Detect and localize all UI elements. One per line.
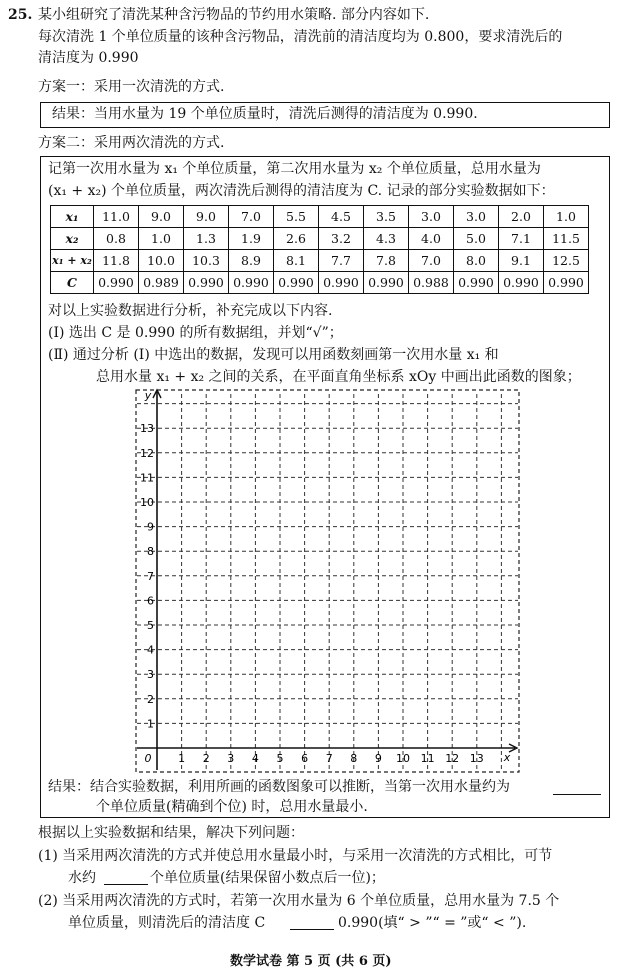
table-row (51, 206, 589, 228)
table-cell: 11.5 (544, 228, 589, 250)
answer-blank-minimum[interactable] (553, 794, 601, 795)
table-cell: 0.990 (184, 272, 229, 294)
table-cell: 4.3 (364, 228, 409, 250)
x-axis-label: x (503, 751, 511, 764)
x-tick-label: 8 (350, 752, 358, 765)
table-row (51, 272, 589, 294)
answer-blank-q1[interactable] (104, 884, 148, 885)
table-cell: 0.990 (454, 272, 499, 294)
table-cell: 3.2 (319, 228, 364, 250)
y-axis-label: y (144, 389, 152, 402)
table-cell: 9.1 (499, 250, 544, 272)
table-cell: 0.990 (544, 272, 589, 294)
table-cell: 7.7 (319, 250, 364, 272)
plan1-result: 结果：当用水量为 19 个单位质量时，清洗后测得的清洁度为 0.990. (52, 106, 478, 122)
table-cell: 1.0 (139, 228, 184, 250)
table-cell: 0.988 (409, 272, 454, 294)
table-cell: 8.1 (274, 250, 319, 272)
analysis-intro: 对以上实验数据进行分析，补充完成以下内容. (48, 303, 333, 319)
intro-line-3: 清洁度为 0.990 (38, 50, 139, 66)
analysis-part1: (Ⅰ) 选出 C 是 0.990 的所有数据组，并划“√”； (48, 325, 343, 341)
table-cell: 11.0 (94, 206, 139, 228)
x-tick-label: 7 (325, 752, 333, 765)
y-tick-label: 4 (147, 643, 154, 657)
questions-intro: 根据以上实验数据和结果，解决下列问题： (38, 825, 304, 841)
table-cell: 7.0 (409, 250, 454, 272)
row-label: x₁ (51, 206, 94, 228)
q1-line-2-start: 水约 (68, 870, 96, 886)
plan2-desc-line-2: (x₁ + x₂) 个单位质量，两次清洗后测得的清洁度为 C. 记录的部分实验数据如下： (48, 183, 555, 199)
y-tick-label: 1 (147, 717, 154, 731)
row-label: x₂ (51, 228, 94, 250)
table-cell: 12.5 (544, 250, 589, 272)
table-cell: 7.1 (499, 228, 544, 250)
table-cell: 0.990 (499, 272, 544, 294)
plan2-desc-line-1: 记第一次用水量为 x₁ 个单位质量，第二次用水量为 x₂ 个单位质量，总用水量为 (48, 161, 541, 177)
table-cell: 9.0 (184, 206, 229, 228)
conclusion-line-1: 结果：结合实验数据，利用所画的函数图象可以推断，当第一次用水量约为 (48, 779, 510, 795)
x-tick-label: 4 (251, 752, 259, 765)
origin-label: 0 (144, 752, 152, 765)
x-tick-label: 11 (420, 752, 435, 765)
y-tick-label: 13 (140, 422, 154, 436)
y-tick-label: 9 (147, 520, 154, 534)
page-footer: 数学试卷 第 5 页 (共 6 页) (230, 954, 392, 969)
table-cell: 1.3 (184, 228, 229, 250)
table-cell: 7.8 (364, 250, 409, 272)
table-cell: 10.0 (139, 250, 184, 272)
x-tick-label: 6 (301, 752, 309, 765)
table-cell: 9.0 (139, 206, 184, 228)
table-cell: 2.6 (274, 228, 319, 250)
plan2-title: 方案二：采用两次清洗的方式. (38, 135, 225, 151)
table-cell: 0.990 (319, 272, 364, 294)
table-cell: 0.990 (274, 272, 319, 294)
plan1-title: 方案一：采用一次清洗的方式. (38, 79, 225, 95)
table-cell: 3.0 (454, 206, 499, 228)
analysis-part2-line-1: (Ⅱ) 通过分析 (Ⅰ) 中选出的数据，发现可以用函数刻画第一次用水量 x₁ 和 (48, 347, 499, 363)
table-row (51, 228, 589, 250)
analysis-part2-line-2: 总用水量 x₁ + x₂ 之间的关系，在平面直角坐标系 xOy 中画出此函数的图象； (96, 369, 581, 385)
y-tick-label: 2 (147, 692, 154, 706)
table-cell: 0.990 (94, 272, 139, 294)
table-cell: 1.9 (229, 228, 274, 250)
question-number: 25. (8, 7, 33, 23)
x-tick-label: 3 (227, 752, 235, 765)
table-cell: 2.0 (499, 206, 544, 228)
table-cell: 7.0 (229, 206, 274, 228)
y-tick-label: 5 (147, 619, 154, 632)
intro-line-1: 某小组研究了清洗某种含污物品的节约用水策略. 部分内容如下. (38, 7, 430, 23)
q2-line-2-end: 0.990(填“ > ”“ = ”或“ < ”). (338, 915, 527, 931)
table-row (51, 250, 589, 272)
x-tick-label: 10 (396, 752, 410, 765)
y-tick-label: 7 (147, 569, 154, 583)
x-tick-label: 5 (276, 752, 284, 765)
row-label: C (51, 272, 94, 294)
table-cell: 0.8 (94, 228, 139, 250)
table-cell: 0.990 (364, 272, 409, 294)
table-cell: 0.989 (139, 272, 184, 294)
table-cell: 5.5 (274, 206, 319, 228)
x-tick-label: 13 (469, 752, 484, 765)
coordinate-grid (135, 386, 520, 774)
grid-border (136, 390, 519, 772)
q2-line-1: (2) 当采用两次清洗的方式时，若第一次用水量为 6 个单位质量，总用水量为 7.5 个 (38, 893, 560, 909)
table-cell: 4.5 (319, 206, 364, 228)
table-cell: 10.3 (184, 250, 229, 272)
table-cell: 3.5 (364, 206, 409, 228)
table-cell: 5.0 (454, 228, 499, 250)
table-cell: 3.0 (409, 206, 454, 228)
table-cell: 1.0 (544, 206, 589, 228)
y-tick-label: 11 (140, 471, 154, 485)
table-cell: 4.0 (409, 228, 454, 250)
y-tick-label: 8 (147, 545, 154, 559)
answer-blank-q2[interactable] (290, 929, 334, 930)
q1-line-2-end: 个单位质量(结果保留小数点后一位)； (150, 870, 385, 886)
y-tick-label: 10 (140, 496, 154, 509)
intro-line-2: 每次清洗 1 个单位质量的该种含污物品，清洗前的清洁度均为 0.800，要求清洗后的 (38, 29, 563, 45)
q1-line-1: (1) 当采用两次清洗的方式并使总用水量最小时，与采用一次清洗的方式相比，可节 (38, 848, 553, 864)
table-cell: 8.0 (454, 250, 499, 272)
x-tick-label: 12 (445, 752, 460, 765)
table-cell: 11.8 (94, 250, 139, 272)
data-table (50, 205, 589, 294)
row-label: x₁ + x₂ (51, 250, 94, 272)
table-cell: 0.990 (229, 272, 274, 294)
x-tick-label: 9 (374, 752, 382, 765)
y-tick-label: 6 (147, 594, 154, 608)
x-tick-label: 1 (178, 752, 186, 765)
q2-line-2-start: 单位质量，则清洗后的清洁度 C (68, 915, 266, 931)
conclusion-line-2: 个单位质量(精确到个位) 时，总用水量最小. (96, 799, 368, 815)
y-tick-label: 3 (147, 668, 154, 682)
table-cell: 8.9 (229, 250, 274, 272)
x-tick-label: 2 (202, 752, 210, 765)
y-tick-label: 12 (140, 446, 154, 460)
